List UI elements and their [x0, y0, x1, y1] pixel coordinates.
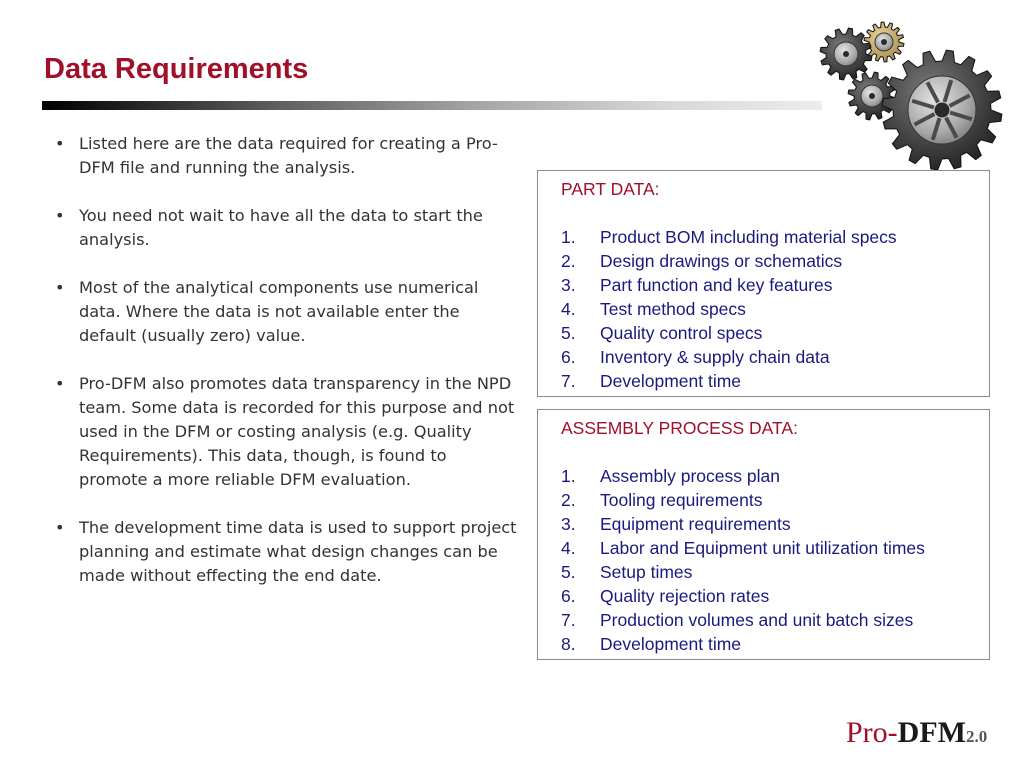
- list-text: Inventory & supply chain data: [600, 347, 830, 367]
- list-number: 6.: [561, 347, 576, 367]
- list-item: [561, 321, 979, 345]
- list-item: [561, 273, 979, 297]
- list-text: Development time: [600, 634, 742, 654]
- logo-version: 2.0: [965, 727, 988, 746]
- list-item: [561, 369, 979, 393]
- list-item: [561, 512, 979, 536]
- list-number: 2.: [561, 251, 576, 271]
- part-data-list: [561, 225, 979, 393]
- list-text: Product BOM including material specs: [600, 227, 897, 247]
- pro-dfm-logo: [846, 716, 987, 750]
- list-number: 1.: [561, 227, 576, 247]
- part-data-box: [537, 170, 990, 397]
- list-number: 7.: [561, 371, 576, 391]
- gears-icon: [814, 14, 1004, 174]
- list-item: [561, 225, 979, 249]
- list-number: 4.: [561, 538, 576, 558]
- list-number: 7.: [561, 610, 576, 630]
- list-number: 4.: [561, 299, 576, 319]
- list-number: 5.: [561, 562, 576, 582]
- list-item: [561, 632, 979, 656]
- bullet-item: • Pro-DFM also promotes data transparency in the NPD team. Some data is recorded for this purpose and not used in the DFM or costing analysis (e.g. Quality Requirements). This data, though, is found to promote a more reliable DFM evaluation.: [52, 372, 518, 492]
- list-text: Production volumes and unit batch sizes: [600, 610, 914, 630]
- assembly-data-list: [561, 464, 979, 656]
- list-text: Labor and Equipment unit utilization times: [600, 538, 925, 558]
- list-text: Quality control specs: [600, 323, 763, 343]
- list-item: [561, 608, 979, 632]
- list-number: 6.: [561, 586, 576, 606]
- list-number: 3.: [561, 275, 576, 295]
- list-item: [561, 345, 979, 369]
- list-text: Design drawings or schematics: [600, 251, 843, 271]
- list-item: [561, 560, 979, 584]
- list-text: Development time: [600, 371, 742, 391]
- slide-title: Data Requirements: [44, 53, 309, 85]
- list-item: [561, 488, 979, 512]
- list-item: [561, 464, 979, 488]
- list-number: 5.: [561, 323, 576, 343]
- bullet-list: [52, 132, 518, 612]
- list-number: 8.: [561, 634, 576, 654]
- bullet-item: • You need not wait to have all the data to start the analysis.: [52, 204, 518, 252]
- bullet-item: • Most of the analytical components use numerical data. Where the data is not available enter the default (usually zero) value.: [52, 276, 518, 348]
- assembly-data-heading: ASSEMBLY PROCESS DATA:: [561, 418, 798, 438]
- list-text: Test method specs: [600, 299, 746, 319]
- list-number: 2.: [561, 490, 576, 510]
- list-text: Assembly process plan: [600, 466, 780, 486]
- list-text: Tooling requirements: [600, 490, 763, 510]
- list-item: [561, 297, 979, 321]
- title-underline: [42, 101, 822, 110]
- bullet-item: • The development time data is used to support project planning and estimate what design changes can be made without effecting the end date.: [52, 516, 518, 588]
- list-item: [561, 584, 979, 608]
- list-number: 3.: [561, 514, 576, 534]
- assembly-data-box: [537, 409, 990, 660]
- list-text: Quality rejection rates: [600, 586, 770, 606]
- part-data-heading: PART DATA:: [561, 179, 660, 199]
- logo-dfm: DFM: [897, 716, 966, 749]
- logo-pro: Pro-: [846, 716, 898, 749]
- list-text: Part function and key features: [600, 275, 833, 295]
- list-text: Setup times: [600, 562, 693, 582]
- list-text: Equipment requirements: [600, 514, 791, 534]
- list-item: [561, 536, 979, 560]
- bullet-item: • Listed here are the data required for creating a Pro-DFM file and running the analysis.: [52, 132, 518, 180]
- list-item: [561, 249, 979, 273]
- list-number: 1.: [561, 466, 576, 486]
